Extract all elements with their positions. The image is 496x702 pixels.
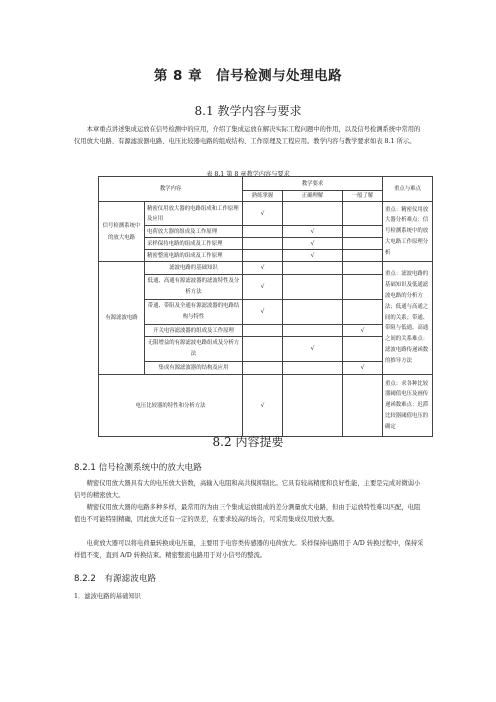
content-cell: 精密仪用放大器的电路组成和工作原理及应用 [145,202,243,226]
subsection-title-8-2-2: 8.2.2 有源滤波电路 [74,574,157,584]
table-row [99,362,433,375]
check-mark: √ [283,337,343,362]
paragraph: 精密仪用放大器的电路多种多样，最常用的为由三个集成运放组成的差分测量放大电路，但由于运放特性难以匹配，电阻值也不可能特别精确，因此放大还有一定的误差，在要求较高的场合，可采用集成仪用放大器。 [74,504,421,523]
intro-paragraph: 本章重点讲述集成运放在信号检测中的应用，介绍了集成运放在解决实际工程问题中的作用，以及信号检测系统中常用的仪用放大电路、有源滤波器电路、电压比较器电路的组成结构、工作原理及工程应用。教学内容与教学要求如表 8.1 所示。 [74,126,421,145]
table-row [99,300,433,325]
paragraph: 电荷放大器可以将电荷量转换成电压量，主要用于电容类传感器的电荷放大。采样保持电路用于 A/D 转换过程中，保持采样值不变，直到 A/D 转换结束。精密整流电路用于对小信号的整流。 [74,540,424,559]
content-cell: 电荷放大器的组成及工作原理 [145,226,243,238]
table-row [99,337,433,362]
key-points-cell: 重点：精密仪用放大器分析难点：信号检测系统中的放大电路工作原理分析 [383,202,433,262]
content-cell: 带通、带阻及全通有源滤波器的电路结构与特性 [145,300,243,325]
check-mark: √ [283,250,343,262]
check-mark: √ [243,262,283,275]
header-general: 一般了解 [343,191,383,202]
check-mark: √ [243,375,283,437]
section-title-8-1: 8.1 教学内容与要求 [194,104,302,118]
table-row [99,275,433,300]
table-row [99,325,433,337]
group-name: 电压比较器的特性和分析方法 [99,375,243,437]
content-cell: 开关电容滤波器的组成及工作原理 [145,325,243,337]
header-requirements: 教学要求 [243,177,383,191]
header-understand: 正确理解 [283,191,343,202]
table-row [99,202,433,226]
content-cell: 无限增益的有源滤波电路组成及分析方法 [145,337,243,362]
key-points-cell: 重点：求各种比较器阈值电压及画传递函数难点：迟滞比较器阈值电压的确定 [383,375,433,437]
list-item: 1．滤波电路的基础知识 [74,593,141,600]
content-cell: 采样保持电路的组成及工作原理 [145,238,243,250]
check-mark: √ [243,275,283,300]
table-row [99,238,433,250]
table-row [99,250,433,262]
table-row [99,262,433,275]
check-mark: √ [243,300,283,325]
content-cell: 滤波电路的基础知识 [145,262,243,275]
group-name: 有源滤波电路 [99,262,145,375]
content-cell: 精密整流电路的组成及工作原理 [145,250,243,262]
check-mark: √ [283,226,343,238]
chapter-title: 第 8 章 信号检测与处理电路 [153,68,343,84]
key-points-cell: 重点：滤波电路的基础知识及低通滤波电路的分析方法；低通与高通之间的关系；带通、带阻与低通、高通之间的关系难点：滤波电路传递函数的推导方法 [383,262,433,375]
check-mark: √ [283,238,343,250]
group-name: 信号检测系统中的放大电路 [99,202,145,262]
section-title-8-2: 8.2 内容提要 [212,435,284,449]
content-cell: 低通、高通有源滤波器的滤波特性及分析方法 [145,275,243,300]
paragraph: 精密仪用放大器具有大的电压放大倍数，高输入电阻和高共模抑制比。它具有较高精度和良好性能，主要是完成对微弱小信号的精密放大。 [74,480,421,499]
table-caption: 表 8.1 第 8 章教学内容与要求 [206,171,290,178]
header-content: 教学内容 [99,177,243,202]
check-mark: √ [343,362,383,375]
header-key-points: 重点与难点 [383,177,433,202]
table-row [99,226,433,238]
header-master: 熟练掌握 [243,191,283,202]
content-cell: 集成有源滤波器的结构及应用 [145,362,243,375]
subsection-title-8-2-1: 8.2.1 信号检测系统中的放大电路 [74,463,202,473]
check-mark: √ [343,325,383,337]
requirements-table [98,176,433,437]
table-row [99,375,433,437]
check-mark: √ [243,202,283,226]
